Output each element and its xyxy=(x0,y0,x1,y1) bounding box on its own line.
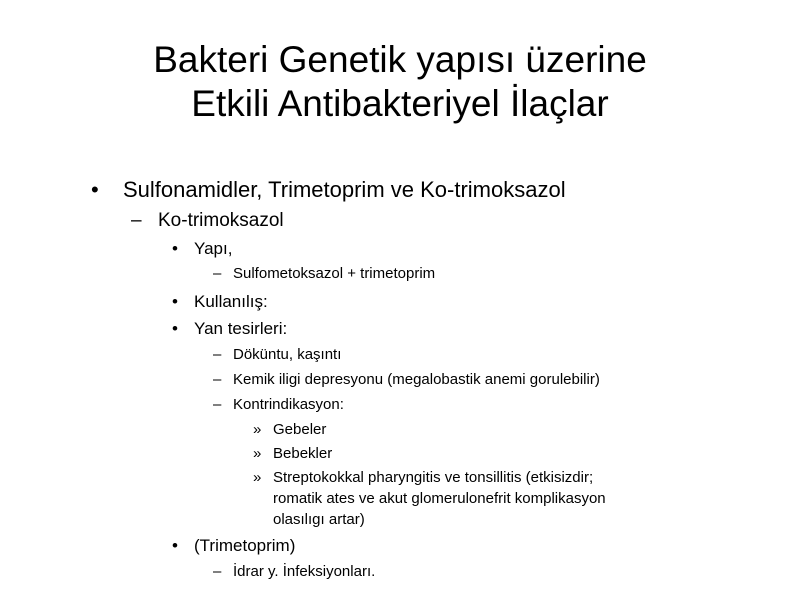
chevron-marker: » xyxy=(253,421,262,438)
bullet-structure-value xyxy=(213,264,436,284)
bullet-bone-marrow xyxy=(213,370,600,390)
bullet-text: Sulfometoksazol + trimetoprim xyxy=(233,265,436,282)
bullet-urinary xyxy=(213,562,376,582)
bullet-text: Yapı, xyxy=(194,239,233,258)
bullet-structure xyxy=(172,238,233,260)
bullet-pregnant xyxy=(253,419,327,440)
bullet-marker: • xyxy=(172,319,178,338)
slide-title-line-2: Etkili Antibakteriyel İlaçlar xyxy=(191,83,609,124)
dash-marker: – xyxy=(213,346,222,363)
bullet-text: Döküntu, kaşıntı xyxy=(233,346,342,363)
bullet-text-line-1: Streptokokkal pharyngitis ve tonsillitis (etkisizdir; xyxy=(273,469,594,486)
bullet-text: Yan tesirleri: xyxy=(194,319,288,338)
bullet-cotrimoxazole xyxy=(131,209,284,233)
bullet-infants xyxy=(253,443,333,464)
chevron-marker: » xyxy=(253,445,262,462)
bullet-text: Gebeler xyxy=(273,421,327,438)
bullet-sulfonamides xyxy=(91,177,566,203)
bullet-marker: • xyxy=(91,177,99,202)
dash-marker: – xyxy=(213,396,222,413)
bullet-text: İdrar y. İnfeksiyonları. xyxy=(233,563,376,580)
slide-title xyxy=(0,38,800,126)
dash-marker: – xyxy=(213,563,222,580)
bullet-usage xyxy=(172,291,268,313)
bullet-text: Bebekler xyxy=(273,445,333,462)
bullet-text: Ko-trimoksazol xyxy=(158,210,284,231)
bullet-marker: • xyxy=(172,536,178,555)
bullet-text: Kontrindikasyon: xyxy=(233,396,344,413)
dash-marker: – xyxy=(213,265,222,282)
chevron-marker: » xyxy=(253,469,262,486)
bullet-text-line-3: olasılıgı artar) xyxy=(273,511,365,528)
bullet-side-effects xyxy=(172,318,288,340)
bullet-text: Kullanılış: xyxy=(194,292,268,311)
dash-marker: – xyxy=(131,210,142,231)
bullet-contraindication xyxy=(213,395,344,415)
bullet-trimethoprim xyxy=(172,535,296,557)
bullet-strep xyxy=(253,467,606,530)
bullet-marker: • xyxy=(172,292,178,311)
slide-title-line-1: Bakteri Genetik yapısı üzerine xyxy=(153,39,647,80)
bullet-marker: • xyxy=(172,239,178,258)
dash-marker: – xyxy=(213,371,222,388)
bullet-text: Kemik iligi depresyonu (megalobastik anemi gorulebilir) xyxy=(233,371,600,388)
bullet-rash xyxy=(213,345,342,365)
bullet-text-line-2: romatik ates ve akut glomerulonefrit komplikasyon xyxy=(273,490,606,507)
bullet-text: Sulfonamidler, Trimetoprim ve Ko-trimoksazol xyxy=(123,177,566,202)
bullet-text: (Trimetoprim) xyxy=(194,536,296,555)
